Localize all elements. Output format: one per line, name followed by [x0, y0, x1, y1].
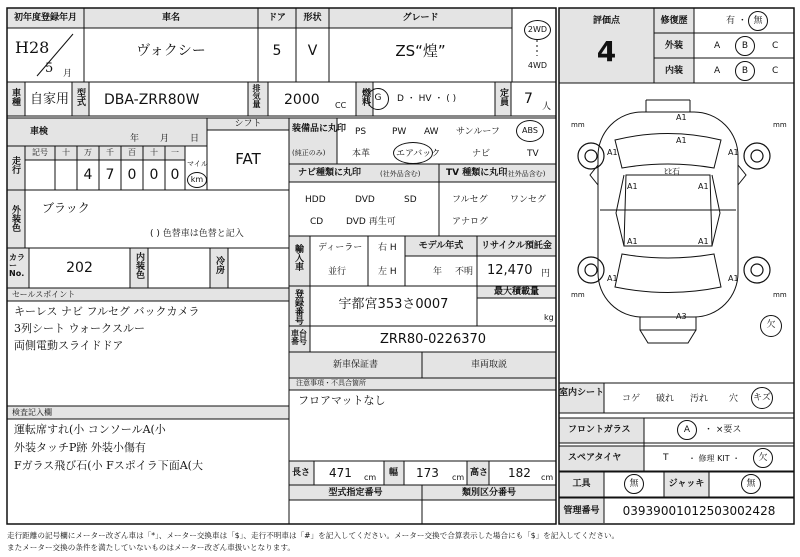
interior-color-label: 内装色	[134, 252, 144, 279]
equip-pw: PW	[392, 127, 407, 137]
month-unit: 月	[63, 69, 73, 79]
recycle-label: リサイクル預託金	[481, 241, 552, 251]
first-reg-era: H28	[15, 38, 50, 57]
tv-label: TV 種類に丸印	[446, 168, 508, 178]
seat-scratch: キズ	[753, 393, 771, 403]
equip-abs: ABS	[522, 126, 538, 135]
notes-value: フロアマットなし	[298, 394, 386, 407]
kind-value: 自家用	[30, 92, 70, 107]
length-value: 471	[329, 466, 352, 480]
class-no-label: 類別区分番号	[461, 488, 516, 498]
import-label: 輸入車	[293, 244, 303, 271]
damage-mark: A1	[676, 113, 687, 122]
score-label: 評価点	[592, 16, 620, 26]
door-count: 5	[272, 43, 282, 59]
damage-mark: A1	[607, 274, 618, 283]
score-value: 4	[596, 35, 617, 68]
shape-header: 形状	[303, 13, 322, 23]
height-value: 182	[508, 466, 531, 480]
inspect-line: 運転席すれ(小 コンソールA(小	[14, 423, 166, 436]
spare-none: 欠	[758, 453, 768, 463]
inspection-label: 車検	[30, 127, 49, 137]
model-year-unit: 年	[433, 267, 443, 277]
color-value: ブラック	[42, 201, 90, 215]
drive-4wd: 4WD	[527, 61, 548, 70]
footer-line: 走行距離の記号欄にメーター改ざん車は「*」、メーター交換車は「$」、走行不明車は「#」を記入してください。メーター交換で合算表示した場合にも「$」を記入してください。	[7, 531, 620, 540]
mileage-digit: 0	[127, 167, 137, 183]
damage-mark: A1	[698, 237, 709, 246]
max-load-label: 最大積載量	[493, 287, 539, 297]
color-no-value: 202	[66, 260, 93, 276]
tools-none: 無	[629, 479, 639, 489]
jack-label: ジャッキ	[668, 479, 705, 489]
length-unit: cm	[364, 473, 377, 482]
int-c: C	[772, 66, 779, 76]
door-header: ドア	[268, 13, 286, 23]
inspection-month: 月	[160, 134, 170, 144]
first-reg-month: 5	[45, 61, 54, 76]
inspect-line: 外装タッチP跡 外装小傷有	[14, 441, 146, 454]
history-none: 無	[753, 16, 763, 26]
model-year-unknown: 不明	[455, 267, 474, 277]
mm-mark: mm	[773, 291, 787, 299]
width-label: 幅	[389, 468, 399, 478]
equip-sunroof: サンルーフ	[456, 127, 500, 137]
equipment-sub: (純正のみ)	[292, 149, 326, 157]
glass-a: A	[683, 425, 691, 435]
car-body-outline	[590, 100, 746, 343]
notes-label: 注意事項・不具合箇所	[296, 379, 366, 387]
capacity-value: 7	[524, 91, 533, 107]
shift-label: シフト	[234, 119, 262, 129]
damage-mark: ﾋﾋ石	[664, 167, 680, 176]
int-b: B	[741, 66, 749, 76]
ext-c: C	[772, 41, 779, 51]
chassis-label: 車台番号	[291, 329, 307, 346]
fuel-gasoline: G	[374, 93, 382, 103]
recycle-unit: 円	[541, 269, 551, 279]
km-unit: km	[190, 175, 204, 184]
reg-no-label: 登録番号	[293, 289, 303, 325]
body-shape: V	[307, 43, 318, 59]
history-label: 修復歴	[660, 16, 688, 26]
tv-oneseg: ワンセグ	[510, 195, 547, 205]
kind-label: 車種	[10, 88, 20, 106]
damage-mark: A1	[607, 148, 618, 157]
navi-sd: SD	[404, 195, 417, 205]
displ-label: 排気量	[252, 84, 261, 108]
navi-dvd-play: DVD 再生可	[346, 217, 396, 227]
tools-label: 工具	[572, 479, 591, 489]
sales-line: 両側電動スライドドア	[14, 339, 124, 352]
reg-no-value: 宇都宮353さ0007	[338, 297, 449, 312]
type-label: 型式	[75, 88, 85, 106]
mileage-head-4: 百	[128, 148, 136, 157]
import-parallel: 並行	[328, 267, 347, 277]
glass-label: フロントガラス	[568, 425, 631, 435]
import-dealer: ディーラー	[318, 243, 363, 253]
damage-mark: A1	[728, 274, 739, 283]
chassis-value: ZRR80-0226370	[379, 332, 487, 347]
car-name-header: 車名	[161, 13, 180, 23]
drive-2wd: 2WD	[527, 25, 548, 34]
mm-mark: mm	[571, 121, 585, 129]
mgmt-label: 管理番号	[563, 506, 600, 516]
damage-mark: A1	[627, 182, 638, 191]
fuel-others: D ・ HV ・ ( )	[397, 94, 457, 104]
navi-cd: CD	[310, 217, 324, 227]
width-value: 173	[416, 466, 439, 480]
capacity-unit: 人	[542, 102, 552, 112]
damage-mark: A3	[676, 312, 687, 321]
type-spec-label: 型式指定番号	[328, 488, 383, 498]
mileage-digit: 4	[83, 167, 93, 183]
damage-mark: A1	[728, 148, 739, 157]
color-label: 外装色	[10, 205, 20, 232]
displacement: 2000	[284, 92, 320, 108]
mileage-label: 走行	[10, 156, 20, 174]
mileage-digit: 0	[149, 167, 159, 183]
seat-stain: 汚れ	[690, 394, 709, 404]
recycle-value: 12,470	[487, 263, 533, 278]
equipment-label: 装備品に丸印	[292, 124, 347, 134]
seat-hole: 穴	[729, 394, 739, 404]
mileage-digit: 0	[170, 167, 180, 183]
history-yes: 有 ・	[726, 16, 747, 26]
color-no-label: カラーNo.	[9, 253, 25, 278]
mileage-head-0: 記号	[32, 148, 48, 157]
car-name: ヴォクシー	[136, 43, 206, 59]
spare-label: スペアタイヤ	[568, 453, 622, 463]
damage-mark: A1	[627, 237, 638, 246]
handle-left: 左 H	[378, 267, 397, 277]
spare-kit: ・ 修理 KIT ・	[688, 454, 741, 463]
interior-seat-label: 室内シート	[559, 388, 605, 398]
jack-none: 無	[746, 479, 756, 489]
inspect-label: 検査記入欄	[12, 408, 52, 417]
navi-dvd: DVD	[355, 195, 375, 205]
equip-aw: AW	[424, 127, 439, 137]
sales-label: セールスポイント	[12, 290, 76, 299]
equip-airbag: エアバック	[396, 149, 441, 159]
glass-rest: ・ ×要ス	[704, 425, 742, 435]
seat-tear: 破れ	[656, 394, 675, 404]
model-year-label: モデル年式	[418, 241, 464, 251]
cooler-label: 冷房	[214, 256, 224, 274]
navi-hdd: HDD	[305, 195, 326, 205]
mileage-head-2: 万	[84, 148, 92, 157]
mileage-head-5: 十	[150, 148, 158, 157]
equip-tv: TV	[527, 149, 539, 159]
width-unit: cm	[452, 473, 465, 482]
mileage-head-6: 一	[171, 148, 179, 157]
first-reg-header: 初年度登録年月	[13, 13, 77, 23]
equip-ps: PS	[355, 127, 367, 137]
mileage-digit: 7	[105, 167, 115, 183]
owners-manual: 車両取説	[470, 360, 507, 370]
height-unit: cm	[541, 473, 554, 482]
footer-line: またメーター交換の条件を満たしていないものはメーター改ざん車扱いとなります。	[7, 543, 295, 552]
color-note: ( ) 色替車は色替と記入	[150, 229, 244, 239]
ext-b: B	[741, 41, 749, 51]
navi-sub: (社外品含む)	[380, 170, 421, 178]
spare-t: T	[663, 453, 669, 463]
ext-a: A	[714, 41, 721, 51]
mm-mark: mm	[571, 291, 585, 299]
capacity-label: 定員	[498, 88, 508, 106]
mm-mark: mm	[773, 121, 787, 129]
seat-burn: コゲ	[622, 394, 641, 404]
interior-label: 内装	[664, 66, 683, 76]
shift-value: FAT	[235, 150, 261, 168]
damage-mark: 欠	[766, 320, 776, 330]
displ-unit: CC	[335, 101, 347, 110]
mgmt-value: 03939001012503002428	[622, 504, 776, 518]
mileage-head-1: 十	[62, 148, 70, 157]
equip-navi: ナビ	[472, 149, 491, 159]
damage-mark: A1	[676, 136, 687, 145]
height-label: 高さ	[470, 468, 489, 478]
exterior-label: 外装	[664, 41, 683, 51]
tv-fullseg: フルセグ	[452, 195, 488, 205]
fuel-label: 燃料	[360, 88, 370, 106]
mileage-head-3: 千	[106, 148, 114, 157]
grade-header: グレード	[402, 13, 439, 23]
sales-line: 3列シート ウォークスルー	[14, 322, 145, 335]
tv-analog: アナログ	[452, 217, 489, 227]
type-value: DBA-ZRR80W	[104, 92, 200, 108]
sales-line: キーレス ナビ フルセグ バックカメラ	[14, 305, 200, 318]
navi-label: ナビ種類に丸印	[298, 168, 362, 178]
max-load-unit: kg	[544, 313, 554, 322]
inspection-year: 年	[130, 134, 140, 144]
inspect-line: Fガラス飛び石(小 Fスポイラ下面A(大	[14, 459, 203, 472]
tv-sub: (社外品含む)	[505, 170, 546, 178]
grade-value: ZS“煌”	[395, 42, 446, 60]
handle-right: 右 H	[378, 243, 397, 253]
int-a: A	[714, 66, 721, 76]
mile-unit: マイル	[187, 160, 208, 168]
damage-mark: A1	[698, 182, 709, 191]
length-label: 長さ	[292, 468, 311, 478]
equip-leather: 本革	[352, 149, 371, 159]
inspection-day: 日	[190, 134, 200, 144]
new-car-warranty: 新車保証書	[332, 360, 378, 370]
